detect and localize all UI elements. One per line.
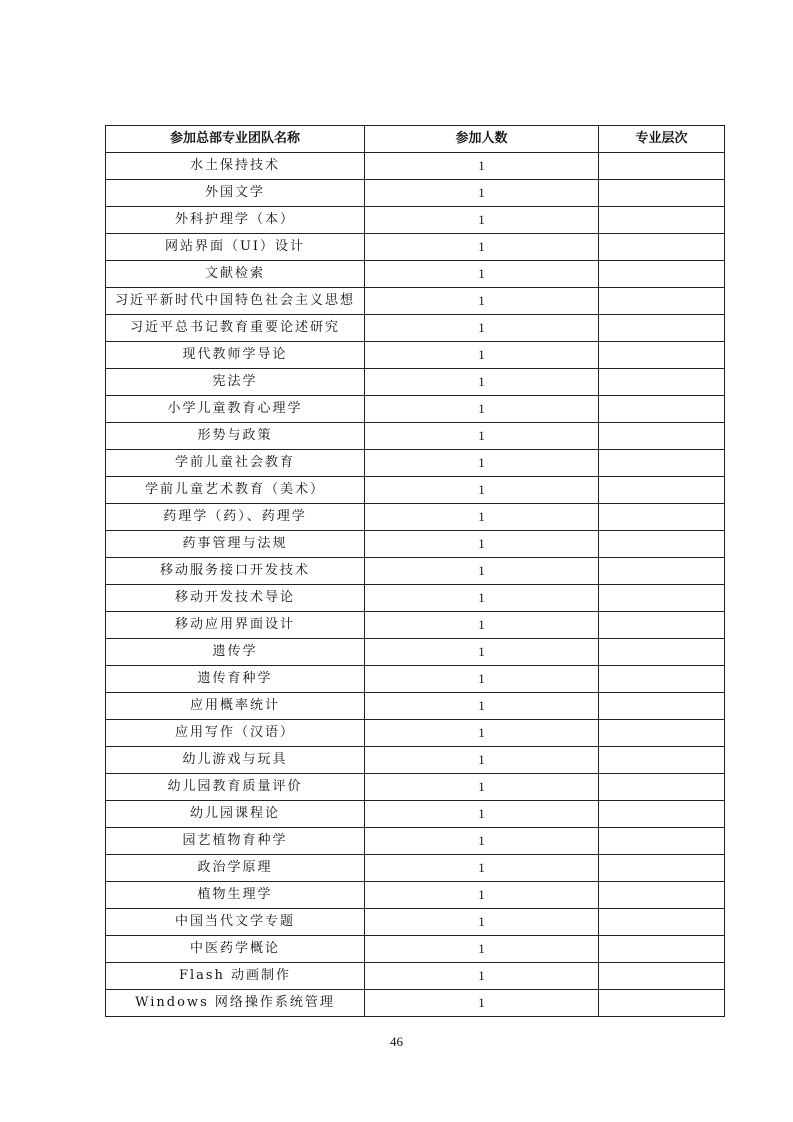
participant-count-cell: 1 xyxy=(365,909,599,936)
major-level-cell xyxy=(599,774,725,801)
team-name-cell: 移动开发技术导论 xyxy=(106,585,365,612)
participant-count-cell: 1 xyxy=(365,585,599,612)
table-body xyxy=(106,153,725,1017)
major-level-cell xyxy=(599,180,725,207)
team-name-cell: Flash 动画制作 xyxy=(106,963,365,990)
table-row xyxy=(106,369,725,396)
team-name-cell: 水土保持技术 xyxy=(106,153,365,180)
participant-count-cell: 1 xyxy=(365,477,599,504)
major-level-cell xyxy=(599,423,725,450)
table-row xyxy=(106,747,725,774)
major-level-cell xyxy=(599,963,725,990)
table-row xyxy=(106,288,725,315)
participant-count-cell: 1 xyxy=(365,720,599,747)
participant-count-cell: 1 xyxy=(365,855,599,882)
table-row xyxy=(106,261,725,288)
table-row xyxy=(106,828,725,855)
table-row xyxy=(106,558,725,585)
major-level-cell xyxy=(599,639,725,666)
table-row xyxy=(106,639,725,666)
table-row xyxy=(106,531,725,558)
table-row xyxy=(106,936,725,963)
team-name-cell: 网站界面（UI）设计 xyxy=(106,234,365,261)
major-level-cell xyxy=(599,747,725,774)
team-name-cell: 幼儿园课程论 xyxy=(106,801,365,828)
team-name-cell: 学前儿童社会教育 xyxy=(106,450,365,477)
participant-count-cell: 1 xyxy=(365,180,599,207)
major-level-cell xyxy=(599,207,725,234)
participant-count-cell: 1 xyxy=(365,396,599,423)
table-row xyxy=(106,234,725,261)
major-level-cell xyxy=(599,693,725,720)
participant-count-cell: 1 xyxy=(365,666,599,693)
major-level-cell xyxy=(599,855,725,882)
major-level-cell xyxy=(599,936,725,963)
major-level-cell xyxy=(599,990,725,1017)
major-level-cell xyxy=(599,801,725,828)
participant-count-cell: 1 xyxy=(365,369,599,396)
table-header-row xyxy=(106,126,725,153)
team-name-cell: 外国文学 xyxy=(106,180,365,207)
header-participant-count: 参加人数 xyxy=(365,126,599,153)
table-row xyxy=(106,396,725,423)
table-row xyxy=(106,909,725,936)
table-row xyxy=(106,990,725,1017)
team-name-cell: 园艺植物育种学 xyxy=(106,828,365,855)
major-level-cell xyxy=(599,882,725,909)
participant-count-cell: 1 xyxy=(365,747,599,774)
major-level-cell xyxy=(599,828,725,855)
page-number: 46 xyxy=(390,1034,403,1049)
team-name-cell: 应用概率统计 xyxy=(106,693,365,720)
major-level-cell xyxy=(599,369,725,396)
team-name-cell: 药事管理与法规 xyxy=(106,531,365,558)
major-level-cell xyxy=(599,234,725,261)
team-name-cell: 遗传育种学 xyxy=(106,666,365,693)
participant-count-cell: 1 xyxy=(365,288,599,315)
table-row xyxy=(106,855,725,882)
participant-count-cell: 1 xyxy=(365,315,599,342)
table-row xyxy=(106,720,725,747)
team-name-cell: 政治学原理 xyxy=(106,855,365,882)
participant-count-cell: 1 xyxy=(365,801,599,828)
major-level-cell xyxy=(599,909,725,936)
major-level-cell xyxy=(599,504,725,531)
participant-count-cell: 1 xyxy=(365,936,599,963)
participant-count-cell: 1 xyxy=(365,207,599,234)
table-row xyxy=(106,963,725,990)
team-name-cell: 幼儿园教育质量评价 xyxy=(106,774,365,801)
team-name-cell: 习近平总书记教育重要论述研究 xyxy=(106,315,365,342)
major-level-cell xyxy=(599,261,725,288)
participant-count-cell: 1 xyxy=(365,612,599,639)
team-name-cell: 现代教师学导论 xyxy=(106,342,365,369)
team-name-cell: 药理学（药）、药理学 xyxy=(106,504,365,531)
participant-count-cell: 1 xyxy=(365,990,599,1017)
participant-count-cell: 1 xyxy=(365,963,599,990)
team-name-cell: 应用写作（汉语） xyxy=(106,720,365,747)
table-row xyxy=(106,180,725,207)
major-level-cell xyxy=(599,531,725,558)
participant-count-cell: 1 xyxy=(365,153,599,180)
participant-count-cell: 1 xyxy=(365,774,599,801)
team-name-cell: 幼儿游戏与玩具 xyxy=(106,747,365,774)
table-row xyxy=(106,693,725,720)
team-name-cell: 中医药学概论 xyxy=(106,936,365,963)
participant-count-cell: 1 xyxy=(365,234,599,261)
team-name-cell: 习近平新时代中国特色社会主义思想 xyxy=(106,288,365,315)
team-name-cell: 遗传学 xyxy=(106,639,365,666)
team-name-cell: 形势与政策 xyxy=(106,423,365,450)
table-row xyxy=(106,612,725,639)
team-name-cell: 植物生理学 xyxy=(106,882,365,909)
table-row xyxy=(106,315,725,342)
major-level-cell xyxy=(599,288,725,315)
participant-count-cell: 1 xyxy=(365,531,599,558)
header-team-name: 参加总部专业团队名称 xyxy=(106,126,365,153)
team-name-cell: 中国当代文学专题 xyxy=(106,909,365,936)
participant-count-cell: 1 xyxy=(365,504,599,531)
major-level-cell xyxy=(599,450,725,477)
table-row xyxy=(106,504,725,531)
participant-count-cell: 1 xyxy=(365,558,599,585)
major-level-cell xyxy=(599,342,725,369)
table-row xyxy=(106,153,725,180)
participant-count-cell: 1 xyxy=(365,882,599,909)
team-name-cell: 文献检索 xyxy=(106,261,365,288)
participant-count-cell: 1 xyxy=(365,828,599,855)
major-level-cell xyxy=(599,153,725,180)
team-name-cell: 小学儿童教育心理学 xyxy=(106,396,365,423)
major-level-cell xyxy=(599,396,725,423)
header-major-level: 专业层次 xyxy=(599,126,725,153)
table-row xyxy=(106,207,725,234)
participant-count-cell: 1 xyxy=(365,261,599,288)
table-row xyxy=(106,477,725,504)
table-row xyxy=(106,423,725,450)
table-row xyxy=(106,774,725,801)
participant-count-cell: 1 xyxy=(365,693,599,720)
participant-count-cell: 1 xyxy=(365,342,599,369)
team-table xyxy=(105,125,725,1017)
team-name-cell: Windows 网络操作系统管理 xyxy=(106,990,365,1017)
major-level-cell xyxy=(599,666,725,693)
table-row xyxy=(106,585,725,612)
major-level-cell xyxy=(599,558,725,585)
major-level-cell xyxy=(599,720,725,747)
table-row xyxy=(106,450,725,477)
table-row xyxy=(106,882,725,909)
table-row xyxy=(106,666,725,693)
table-row xyxy=(106,342,725,369)
team-name-cell: 移动应用界面设计 xyxy=(106,612,365,639)
major-level-cell xyxy=(599,585,725,612)
team-name-cell: 移动服务接口开发技术 xyxy=(106,558,365,585)
team-name-cell: 外科护理学（本） xyxy=(106,207,365,234)
participant-count-cell: 1 xyxy=(365,639,599,666)
participant-count-cell: 1 xyxy=(365,423,599,450)
major-level-cell xyxy=(599,315,725,342)
major-level-cell xyxy=(599,612,725,639)
table-row xyxy=(106,801,725,828)
major-level-cell xyxy=(599,477,725,504)
team-name-cell: 宪法学 xyxy=(106,369,365,396)
team-name-cell: 学前儿童艺术教育（美术） xyxy=(106,477,365,504)
participant-count-cell: 1 xyxy=(365,450,599,477)
